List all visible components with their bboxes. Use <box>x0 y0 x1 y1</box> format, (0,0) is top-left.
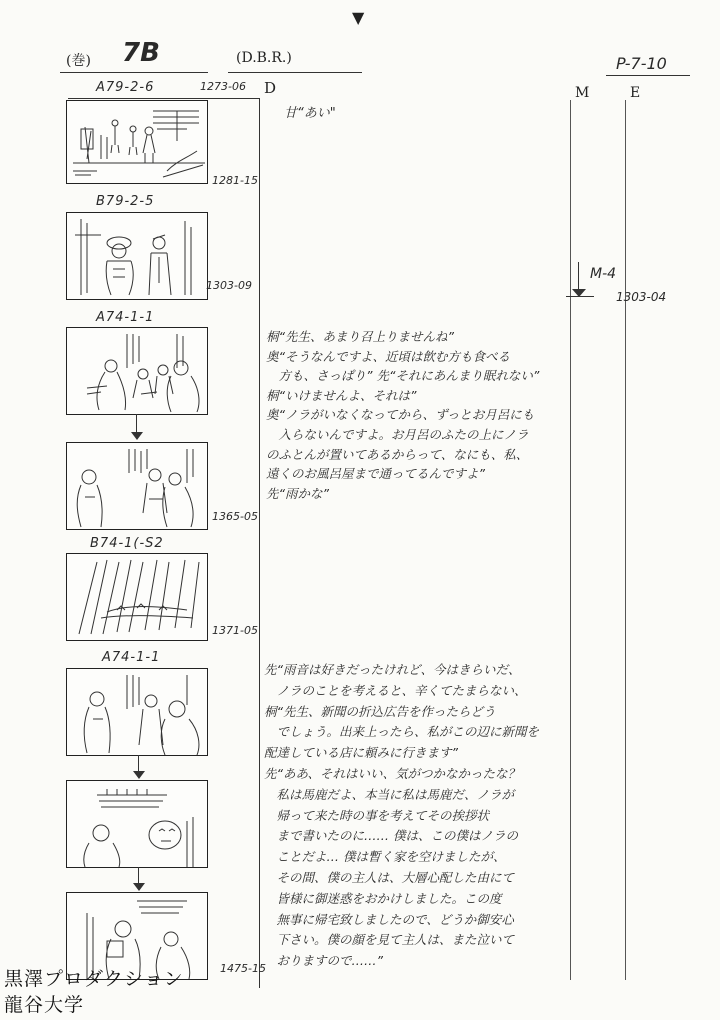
dialog-line: 皆様に御迷惑をおかけしました。この度 <box>264 890 502 906</box>
music-cue-tick <box>566 296 594 297</box>
shot-timecode-end: 1281-15 <box>212 174 258 187</box>
reel-value: 7B <box>122 38 160 68</box>
storyboard-sketch <box>67 554 207 640</box>
dialog-line: 先“ああ、それはいい、気がつかなかったな？ <box>264 765 520 781</box>
shot-continuity-arrowhead <box>133 883 145 891</box>
shot-continuity-arrowhead <box>131 432 143 440</box>
column-d-header: D <box>264 79 277 97</box>
column-m-header: M <box>575 85 590 101</box>
dialog-line: ノラのことを考えると、辛くてたまらない、 <box>264 682 527 698</box>
dialog-line: 帰って来た時の事を考えてその挨拶状 <box>264 807 490 823</box>
dialog-line: その間、僕の主人は、大層心配した由にて <box>264 869 515 885</box>
music-cue-label: M-4 <box>590 266 617 282</box>
reel-underline <box>60 72 208 73</box>
storyboard-sketch <box>67 443 207 529</box>
storyboard-sketch <box>67 669 207 755</box>
dialog-line: 入らないんですよ。お月呂のふたの上にノラ <box>266 426 529 442</box>
shot-label: B74-1(-S2 <box>90 536 164 551</box>
column-e-header: E <box>630 85 641 101</box>
storyboard-frame <box>66 553 208 641</box>
storyboard-sketch <box>67 101 207 183</box>
shot-label: A74-1-1 <box>102 650 161 665</box>
dialog-line: 奥“そうなんですよ、近頃は飲む方も食べる <box>266 348 510 364</box>
dialog-line: 桐“いけませんよ、それは” <box>266 387 417 403</box>
column-divider-m <box>570 100 571 980</box>
music-cue-timecode: 1303-04 <box>616 290 667 304</box>
dbr-underline <box>228 72 362 73</box>
shot-label: B79-2-5 <box>96 194 155 209</box>
storyboard-frame <box>66 212 208 300</box>
dialog-line: 甘“あい" <box>284 106 336 121</box>
watermark-line-1: 黒澤プロダクション <box>4 968 184 990</box>
watermark-line-2: 龍谷大学 <box>4 994 85 1016</box>
shot-timecode-end: 1365-05 <box>212 510 258 523</box>
page-underline <box>606 75 690 76</box>
storyboard-sketch <box>67 213 207 299</box>
shot-timecode-end: 1475-15 <box>220 962 266 975</box>
reel-label: (巻) <box>66 53 91 69</box>
storyboard-sketch <box>67 781 207 867</box>
shot-timecode-end: 1371-05 <box>212 624 258 637</box>
column-divider-d <box>259 98 260 988</box>
dialog-line: でしょう。出来上ったら、私がこの辺に新聞を <box>264 724 540 740</box>
dialog-line: ことだよ… 僕は暫く家を空けましたが、 <box>264 849 506 865</box>
dialog-line: のふとんが置いてあるからって、なにも、私、 <box>266 446 529 462</box>
dialog-line: 無事に帰宅致しましたので、どうか御安心 <box>264 911 514 927</box>
storyboard-frame <box>66 668 208 756</box>
storyboard-frame <box>66 100 208 184</box>
shot-timecode-end: 1303-09 <box>206 279 252 292</box>
dialog-block-3 <box>264 660 539 972</box>
dialog-line: 遠くのお風呂屋まで通ってるんですよ” <box>266 466 485 482</box>
dialog-block-1 <box>284 104 336 124</box>
dialog-line: 桐“先生、あまり召上りませんね” <box>266 329 454 344</box>
dialog-line: 先“雨音は好きだったけれど、今はきらいだ、 <box>264 662 521 677</box>
dialog-line: 配達している店に頼みに行きます” <box>264 745 458 761</box>
storyboard-sketch <box>67 328 207 414</box>
dialog-line: 先“雨かな” <box>266 485 329 501</box>
shot-label: A79-2-6 <box>96 80 155 95</box>
shot-label: A74-1-1 <box>96 310 155 325</box>
dialog-line: 桐“先生、新聞の折込広告を作ったらどう <box>264 703 496 719</box>
dialog-line: 方も、さっぱり” 先“それにあんまり眠れない” <box>266 368 540 384</box>
storyboard-frame <box>66 442 208 530</box>
dialog-line: 下さい。僕の顔を見て主人は、また泣いて <box>264 932 515 948</box>
dialog-block-2 <box>266 327 539 503</box>
dialog-line: 奥“ノラがいなくなってから、ずっとお月呂にも <box>266 407 535 423</box>
top-marker: ▼ <box>352 8 365 27</box>
storyboard-frame <box>66 327 208 415</box>
dialog-line: おりますので……” <box>264 953 383 969</box>
dialog-line: まで書いたのに…… 僕は、この僕はノラの <box>264 828 518 844</box>
dbr-label: (D.B.R.) <box>236 50 292 66</box>
shot-continuity-arrowhead <box>133 771 145 779</box>
column-divider-e <box>625 100 626 980</box>
dialog-line: 私は馬鹿だよ、本当に私は馬鹿だ、ノラが <box>264 786 515 802</box>
shot-timecode-start: 1273-06 <box>200 80 246 93</box>
storyboard-frame <box>66 780 208 868</box>
page-number: P-7-10 <box>616 54 667 73</box>
